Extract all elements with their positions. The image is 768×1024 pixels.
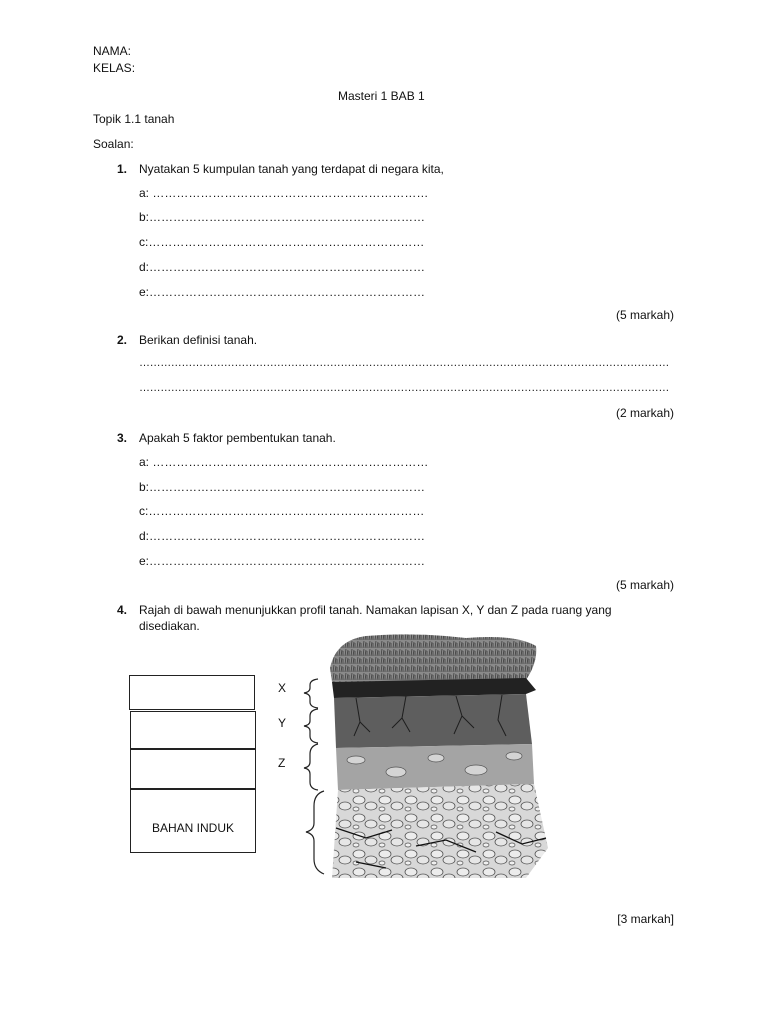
- q2-answer-line-2[interactable]: ……………………………………………………………………………………………………………………………………: [139, 382, 670, 394]
- kelas-label: KELAS:: [93, 61, 136, 75]
- q3-answer-b[interactable]: b:……………………………………………………………: [139, 480, 426, 494]
- q4-text-line-2: disediakan.: [139, 619, 200, 633]
- q3-number: 3.: [117, 431, 128, 445]
- bahan-induk-label: BAHAN INDUK: [151, 821, 234, 835]
- brace-y: [304, 709, 318, 743]
- soil-profile-image: [326, 632, 550, 880]
- brace-z: [304, 744, 318, 790]
- layer-label-y: Y: [278, 716, 287, 730]
- q4-marks: [3 markah]: [617, 912, 674, 926]
- q1-answer-e[interactable]: e:……………………………………………………………: [139, 285, 426, 299]
- q1-marks: (5 markah): [615, 308, 674, 322]
- q1-number: 1.: [117, 162, 128, 176]
- q4-number: 4.: [117, 603, 128, 617]
- soalan-label: Soalan:: [93, 137, 134, 151]
- q2-answer-line-1[interactable]: ……………………………………………………………………………………………………………………………………: [139, 357, 670, 369]
- q3-text: Apakah 5 faktor pembentukan tanah.: [139, 431, 336, 445]
- q4-text-line-1: Rajah di bawah menunjukkan profil tanah. Namakan lapisan X, Y dan Z pada ruang yang: [139, 603, 612, 617]
- grass-layer: [330, 634, 536, 682]
- answer-box-x[interactable]: [129, 675, 255, 710]
- q3-answer-d[interactable]: d:……………………………………………………………: [139, 529, 426, 543]
- nama-label: NAMA:: [93, 44, 132, 58]
- q1-answer-b[interactable]: b:……………………………………………………………: [139, 210, 426, 224]
- q1-answer-d[interactable]: d:……………………………………………………………: [139, 260, 426, 274]
- answer-box-z[interactable]: [130, 749, 256, 789]
- q3-answer-a[interactable]: a: ……………………………………………………………: [139, 455, 429, 469]
- topic-heading: Topik 1.1 tanah: [93, 112, 175, 126]
- weathered-layer: [336, 744, 534, 790]
- page-title: Masteri 1 BAB 1: [338, 89, 425, 103]
- q3-answer-e[interactable]: e:……………………………………………………………: [139, 554, 426, 568]
- answer-box-y[interactable]: [130, 711, 256, 749]
- q3-marks: (5 markah): [615, 578, 674, 592]
- q2-marks: (2 markah): [615, 406, 674, 420]
- layer-label-z: Z: [278, 756, 286, 770]
- q1-answer-c[interactable]: c:……………………………………………………………: [139, 235, 425, 249]
- brace-bahan-induk: [306, 791, 324, 874]
- q2-number: 2.: [117, 333, 128, 347]
- q2-text: Berikan definisi tanah.: [139, 333, 258, 347]
- q1-text: Nyatakan 5 kumpulan tanah yang terdapat di negara kita,: [139, 162, 444, 176]
- q3-answer-c[interactable]: c:……………………………………………………………: [139, 504, 425, 518]
- subsoil-layer: [334, 694, 532, 748]
- q1-answer-a[interactable]: a: ……………………………………………………………: [139, 186, 429, 200]
- layer-label-x: X: [278, 681, 287, 695]
- layer-braces: [298, 676, 328, 876]
- brace-x: [304, 679, 318, 708]
- bahan-induk-box: [130, 789, 256, 853]
